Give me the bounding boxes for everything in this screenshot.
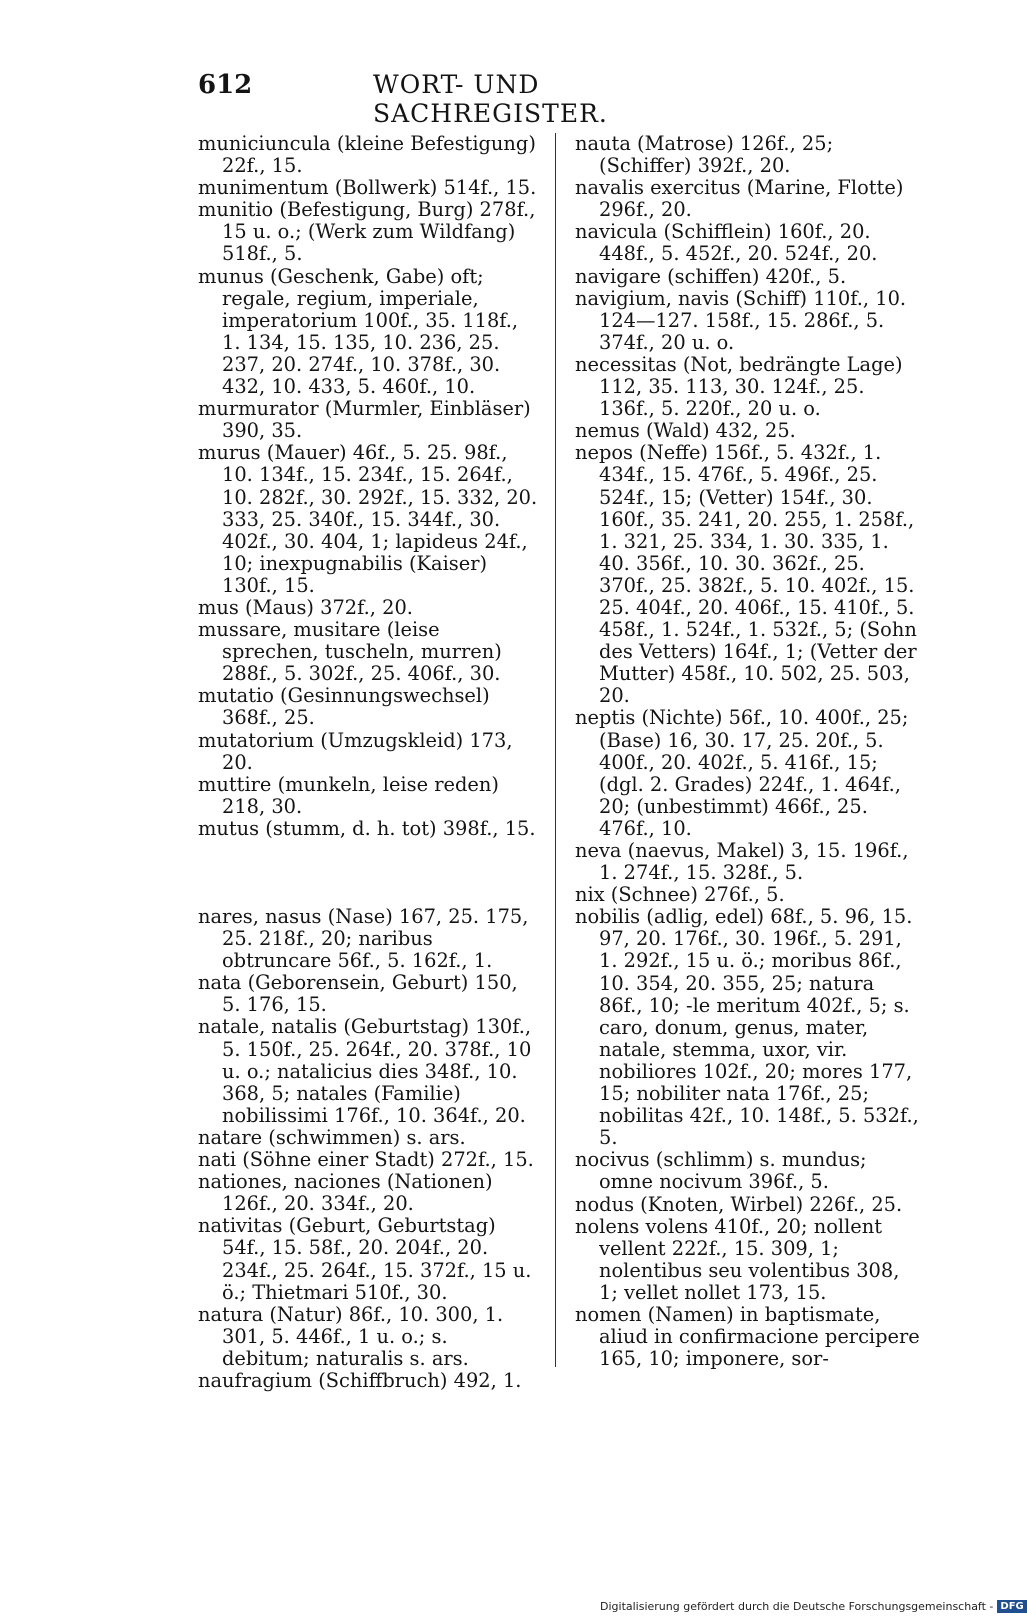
index-entry: nix (Schnee) 276f., 5. (575, 883, 785, 907)
index-entry: mutatorium (Umzugskleid) 173, 20. (198, 728, 513, 774)
page-title: WORT- UND SACHREGISTER. (373, 70, 608, 128)
page-header (198, 70, 738, 128)
index-entry: naufragium (Schiffbruch) 492, 1. (198, 1368, 522, 1392)
index-entry: nata (Geborensein, Geburt) 150, 5. 176, 15. (198, 971, 518, 1017)
index-entry: navalis exercitus (Marine, Flotte) 296f., 20. (575, 176, 904, 222)
index-entry: nepos (Neffe) 156f., 5. 432f., 1. 434f., 15. 476f., 5. 496f., 25. 524f., 15; (Vetter) 154f., 30. 160f., 35. 241, 20. 255, 1. 258f., 1. 321, 25. 334, 1. 30. 335, 1. 40. 356f., 10. 30. 362f., 25. 370f., 25. 382f., 5. 10. 402f., 15. 25. 404f., 20. 406f., 15. 410f., 5. 458f., 1. 524f., 1. 532f., 5; (Sohn des Vetters) 164f., 1; (Vetter der Mutter) 458f., 10. 502, 25. 503, 20. (575, 441, 917, 708)
index-entry: nemus (Wald) 432, 25. (575, 419, 796, 443)
index-entry: navicula (Schifflein) 160f., 20. 448f., 5. 452f., 20. 524f., 20. (575, 220, 878, 266)
index-entry: murmurator (Murmler, Einbläser) 390, 35. (198, 397, 531, 443)
credit-text: Digitalisierung gefördert durch die Deutsche Forschungsgemeinschaft - (600, 1600, 994, 1613)
index-entry: munimentum (Bollwerk) 514f., 15. (198, 176, 537, 200)
index-entry: nodus (Knoten, Wirbel) 226f., 25. (575, 1192, 903, 1216)
page-number: 612 (198, 70, 253, 100)
index-entry: nares, nasus (Nase) 167, 25. 175, 25. 218f., 20; naribus obtruncare 56f., 5. 162f., 1. (198, 905, 529, 973)
index-entry: navigare (schiffen) 420f., 5. (575, 264, 847, 288)
index-entry: mus (Maus) 372f., 20. (198, 595, 413, 619)
index-entry: munitio (Befestigung, Burg) 278f., 15 u. o.; (Werk zum Wildfang) 518f., 5. (198, 198, 536, 266)
index-entry: neva (naevus, Makel) 3, 15. 196f., 1. 274f., 15. 328f., 5. (575, 839, 909, 885)
index-entry: mussare, musitare (leise sprechen, tuscheln, murren) 288f., 5. 302f., 25. 406f., 30. (198, 618, 502, 686)
index-entry: neptis (Nichte) 56f., 10. 400f., 25; (Base) 16, 30. 17, 25. 20f., 5. 400f., 20. 402f., 5. 416f., 15; (dgl. 2. Grades) 224f., 1. 464f., 20; (unbestimmt) 466f., 25. 476f., 10. (575, 706, 909, 840)
index-entry: muttire (munkeln, leise reden) 218, 30. (198, 772, 499, 818)
index-entry: nolens volens 410f., 20; nollent vellent 222f., 15. 309, 1; nolentibus seu volentibus 308, 1; vellet nollet 173, 15. (575, 1214, 900, 1304)
dfg-logo: DFG (997, 1600, 1026, 1613)
index-entry: munus (Geschenk, Gabe) oft; regale, regium, imperiale, imperatorium 100f., 35. 118f., 1. 134, 15. 135, 10. 236, 25. 237, 20. 274f., 10. 378f., 30. 432, 10. 433, 5. 460f., 10. (198, 264, 519, 399)
index-entry: nauta (Matrose) 126f., 25; (Schiffer) 392f., 20. (575, 132, 834, 178)
index-entry: nati (Söhne einer Stadt) 272f., 15. (198, 1148, 534, 1172)
index-entry: municiuncula (kleine Befestigung) 22f., 15. (198, 132, 536, 178)
index-entry: mutatio (Gesinnungswechsel) 368f., 25. (198, 684, 490, 730)
right-column (575, 133, 921, 1370)
left-column (198, 133, 540, 1392)
index-entry: natura (Natur) 86f., 10. 300, 1. 301, 5. 446f., 1 u. o.; s. debitum; naturalis s. ars. (198, 1302, 504, 1370)
index-entry: natale, natalis (Geburtstag) 130f., 5. 150f., 25. 264f., 20. 378f., 10 u. o.; natalicius dies 348f., 10. 368, 5; natales (Familie) nobilissimi 176f., 10. 364f., 20. (198, 1015, 532, 1127)
index-entry: nomen (Namen) in baptismate, aliud in confirmacione percipere 165, 10; imponere, sor- (575, 1302, 920, 1371)
index-entry: nativitas (Geburt, Geburtstag) 54f., 15. 58f., 20. 204f., 20. 234f., 25. 264f., 15. 372f., 15 u. ö.; Thietmari 510f., 30. (198, 1214, 532, 1304)
digitization-credit (600, 1600, 1027, 1613)
index-entry: mutus (stumm, d. h. tot) 398f., 15. (198, 816, 536, 840)
column-divider (555, 133, 556, 1367)
index-entry: nocivus (schlimm) s. mundus; omne nocivum 396f., 5. (575, 1148, 867, 1194)
index-entry: nobilis (adlig, edel) 68f., 5. 96, 15. 97, 20. 176f., 30. 196f., 5. 291, 1. 292f., 15 u. ö.; moribus 86f., 10. 354, 20. 355, 25; natura 86f., 10; -le meritum 402f., 5; s. caro, donum, genus, mater, natale, stemma, uxor, vir. nobiliores 102f., 20; mores 177, 15; nobiliter nata 176f., 25; nobilitas 42f., 10. 148f., 5. 532f., 5. (575, 905, 919, 1150)
index-entry: murus (Mauer) 46f., 5. 25. 98f., 10. 134f., 15. 234f., 15. 264f., 10. 282f., 30. 292f., 15. 332, 20. 333, 25. 340f., 15. 344f., 30. 402f., 30. 404, 1; lapideus 24f., 10; inexpugnabilis (Kaiser) 130f., 15. (198, 441, 538, 597)
index-entry: necessitas (Not, bedrängte Lage) 112, 35. 113, 30. 124f., 25. 136f., 5. 220f., 20 u. o. (575, 352, 903, 421)
index-entry: navigium, navis (Schiff) 110f., 10. 124—127. 158f., 15. 286f., 5. 374f., 20 u. o. (575, 286, 907, 354)
index-entry: natare (schwimmen) s. ars. (198, 1125, 466, 1149)
index-entry: nationes, naciones (Nationen) 126f., 20. 334f., 20. (198, 1170, 493, 1216)
